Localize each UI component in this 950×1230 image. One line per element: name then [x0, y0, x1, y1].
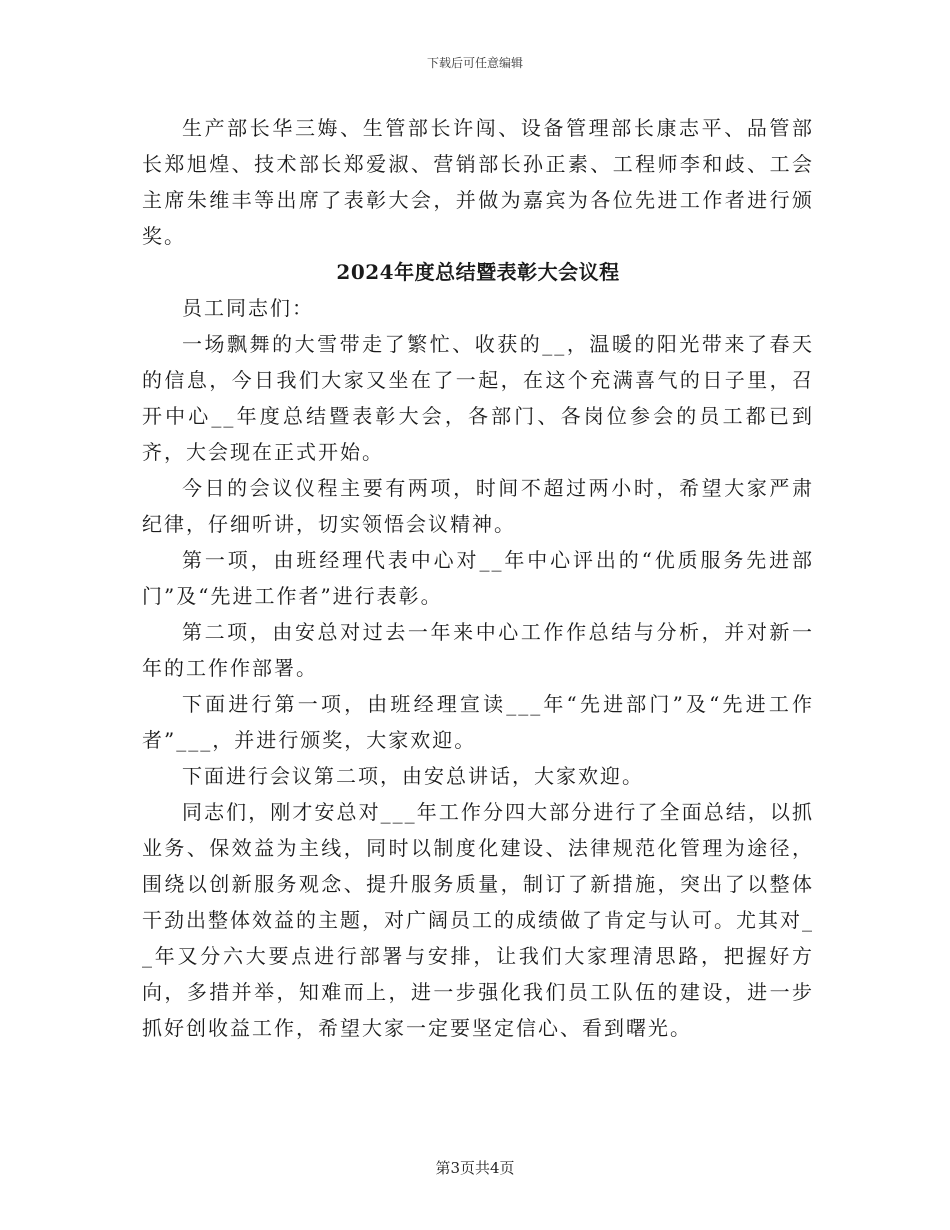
proceed-item-one-paragraph: 下面进行第一项，由班经理宣读___年“先进部门”及“先进工作者”___，并进行颁奖，大家欢迎。 [142, 692, 814, 752]
summary-paragraph: 同志们，刚才安总对___年工作分四大部分进行了全面总结，以抓业务、保效益为主线，同时以制度化建设、法律规范化管理为途径，围绕以创新服务观念、提升服务质量，制订了新措施，突出了以整体干劲出整体效益的主题，对广阔员工的成绩做了肯定与认可。尤其对__年又分六大要点进行部署与安排，让我们大家理清思路，把握好方向，多措并举，知难而上，进一步强化我们员工队伍的建设，进一步抓好创收益工作，希望大家一定要坚定信心、看到曙光。 [142, 800, 814, 1040]
document-body [142, 110, 814, 1046]
page-header-note: 下载后可任意编辑 [426, 56, 523, 70]
agenda-item-two-paragraph: 第二项，由安总对过去一年来中心工作作总结与分析，并对新一年的工作作部署。 [142, 620, 814, 680]
salutation-paragraph: 员工同志们： [182, 296, 314, 320]
proceed-item-two-paragraph: 下面进行会议第二项，由安总讲话，大家欢迎。 [182, 764, 644, 788]
document-title: 2024年度总结暨表彰大会议程 [336, 260, 620, 284]
page-number: 第3页共4页 [435, 1159, 515, 1177]
opening-paragraph: 一场飘舞的大雪带走了繁忙、收获的__，温暖的阳光带来了春天的信息，今日我们大家又坐在了一起，在这个充满喜气的日子里，召开中心__年度总结暨表彰大会，各部门、各岗位参会的员工都已到齐，大会现在正式开始。 [142, 332, 814, 464]
agenda-overview-paragraph: 今日的会议仪程主要有两项，时间不超过两小时，希望大家严肃纪律，仔细听讲，切实领悟会议精神。 [142, 476, 814, 536]
intro-paragraph: 生产部长华三娒、生管部长许闯、设备管理部长康志平、品管部长郑旭煌、技术部长郑爱淑、营销部长孙正素、工程师李和歧、工会主席朱维丰等出席了表彰大会，并做为嘉宾为各位先进工作者进行颁奖。 [142, 116, 814, 248]
agenda-item-one-paragraph: 第一项，由班经理代表中心对__年中心评出的“优质服务先进部门”及“先进工作者”进行表彰。 [142, 548, 814, 608]
